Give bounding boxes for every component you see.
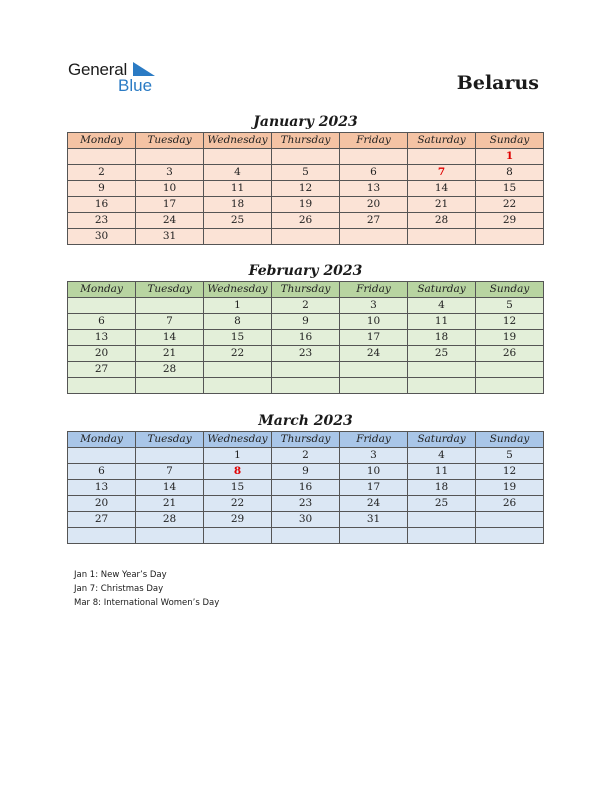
holiday-note: Jan 1: New Year’s Day (74, 570, 167, 580)
day-cell: 25 (408, 496, 476, 512)
week-row (68, 464, 544, 480)
week-row (68, 229, 544, 245)
empty-day-cell (204, 362, 272, 378)
day-cell: 18 (408, 480, 476, 496)
weekday-header: Friday (340, 133, 408, 149)
day-cell: 17 (340, 480, 408, 496)
day-cell: 9 (68, 181, 136, 197)
empty-day-cell (136, 378, 204, 394)
day-cell: 6 (340, 165, 408, 181)
day-cell: 2 (272, 448, 340, 464)
week-row (68, 346, 544, 362)
day-cell: 13 (68, 330, 136, 346)
day-cell: 11 (408, 464, 476, 480)
day-cell: 19 (476, 330, 544, 346)
empty-day-cell (340, 528, 408, 544)
day-cell: 29 (204, 512, 272, 528)
weekday-header: Tuesday (136, 432, 204, 448)
logo-word-general: General (68, 60, 128, 79)
day-cell: 22 (204, 496, 272, 512)
day-cell: 12 (476, 314, 544, 330)
day-cell: 31 (136, 229, 204, 245)
day-cell: 10 (136, 181, 204, 197)
day-cell: 4 (408, 298, 476, 314)
day-cell: 14 (136, 330, 204, 346)
day-cell: 18 (408, 330, 476, 346)
week-row (68, 330, 544, 346)
day-cell: 11 (204, 181, 272, 197)
day-cell: 6 (68, 314, 136, 330)
day-cell: 9 (272, 314, 340, 330)
day-cell: 22 (204, 346, 272, 362)
empty-day-cell (68, 528, 136, 544)
weekday-header: Wednesday (204, 282, 272, 298)
empty-day-cell (136, 528, 204, 544)
week-row (68, 165, 544, 181)
week-row (68, 512, 544, 528)
week-row (68, 197, 544, 213)
empty-day-cell (476, 512, 544, 528)
day-cell: 8 (476, 165, 544, 181)
day-cell: 12 (272, 181, 340, 197)
empty-day-cell (272, 149, 340, 165)
day-cell: 5 (272, 165, 340, 181)
day-cell: 20 (68, 496, 136, 512)
day-cell: 11 (408, 314, 476, 330)
day-cell: 16 (272, 330, 340, 346)
empty-day-cell (204, 229, 272, 245)
day-cell: 24 (340, 496, 408, 512)
logo (68, 60, 153, 95)
empty-day-cell (136, 448, 204, 464)
day-cell: 15 (476, 181, 544, 197)
day-cell: 15 (204, 330, 272, 346)
empty-day-cell (476, 229, 544, 245)
day-cell: 17 (340, 330, 408, 346)
empty-day-cell (476, 378, 544, 394)
weekday-header: Sunday (476, 282, 544, 298)
week-row (68, 149, 544, 165)
empty-day-cell (340, 378, 408, 394)
day-cell: 13 (340, 181, 408, 197)
weekday-header: Thursday (272, 133, 340, 149)
day-cell: 3 (340, 448, 408, 464)
day-cell: 28 (408, 213, 476, 229)
empty-day-cell (408, 528, 476, 544)
day-cell: 7 (136, 464, 204, 480)
month-title: March 2023 (258, 413, 353, 429)
day-cell: 10 (340, 314, 408, 330)
week-row (68, 362, 544, 378)
empty-day-cell (204, 149, 272, 165)
week-row (68, 181, 544, 197)
day-cell: 16 (68, 197, 136, 213)
day-cell: 26 (272, 213, 340, 229)
empty-day-cell (340, 362, 408, 378)
empty-day-cell (204, 378, 272, 394)
day-cell: 24 (340, 346, 408, 362)
month-title: February 2023 (248, 263, 363, 279)
day-cell: 23 (272, 346, 340, 362)
day-cell: 17 (136, 197, 204, 213)
month-grid (67, 281, 544, 394)
week-row (68, 448, 544, 464)
day-cell: 6 (68, 464, 136, 480)
day-cell: 29 (476, 213, 544, 229)
day-cell: 31 (340, 512, 408, 528)
day-cell: 9 (272, 464, 340, 480)
day-cell: 3 (340, 298, 408, 314)
day-cell: 15 (204, 480, 272, 496)
weekday-header: Saturday (408, 133, 476, 149)
day-cell: 20 (68, 346, 136, 362)
day-cell: 27 (68, 362, 136, 378)
weekday-header: Monday (68, 282, 136, 298)
day-cell: 14 (408, 181, 476, 197)
day-cell: 14 (136, 480, 204, 496)
day-cell: 26 (476, 346, 544, 362)
weekday-header: Thursday (272, 282, 340, 298)
month-grid (67, 431, 544, 544)
empty-day-cell (476, 362, 544, 378)
day-cell: 21 (408, 197, 476, 213)
day-cell: 28 (136, 512, 204, 528)
empty-day-cell (68, 378, 136, 394)
holiday-note: Mar 8: International Women’s Day (74, 598, 220, 608)
logo-word-blue: Blue (118, 76, 153, 95)
month-title: January 2023 (253, 114, 358, 130)
empty-day-cell (136, 149, 204, 165)
empty-day-cell (136, 298, 204, 314)
empty-day-cell (68, 448, 136, 464)
day-cell: 4 (204, 165, 272, 181)
weekday-header: Tuesday (136, 133, 204, 149)
week-row (68, 378, 544, 394)
day-cell: 21 (136, 346, 204, 362)
week-row (68, 314, 544, 330)
weekday-header: Friday (340, 282, 408, 298)
weekday-header: Sunday (476, 133, 544, 149)
day-cell: 19 (476, 480, 544, 496)
weekday-header: Monday (68, 432, 136, 448)
day-cell: 30 (68, 229, 136, 245)
empty-day-cell (340, 149, 408, 165)
month-calendar-january (67, 112, 544, 245)
day-cell: 25 (204, 213, 272, 229)
week-row (68, 496, 544, 512)
day-cell: 7 (136, 314, 204, 330)
month-grid (67, 132, 544, 245)
day-cell: 18 (204, 197, 272, 213)
holiday-day-cell: 1 (476, 149, 544, 165)
weekday-header: Monday (68, 133, 136, 149)
day-cell: 10 (340, 464, 408, 480)
day-cell: 20 (340, 197, 408, 213)
day-cell: 24 (136, 213, 204, 229)
day-cell: 23 (272, 496, 340, 512)
day-cell: 27 (340, 213, 408, 229)
empty-day-cell (68, 149, 136, 165)
week-row (68, 528, 544, 544)
holiday-notes (74, 568, 219, 610)
day-cell: 22 (476, 197, 544, 213)
weekday-header: Wednesday (204, 133, 272, 149)
day-cell: 25 (408, 346, 476, 362)
day-cell: 13 (68, 480, 136, 496)
day-cell: 1 (204, 298, 272, 314)
month-calendar-march (67, 411, 544, 544)
empty-day-cell (408, 362, 476, 378)
day-cell: 30 (272, 512, 340, 528)
day-cell: 4 (408, 448, 476, 464)
day-cell: 2 (272, 298, 340, 314)
empty-day-cell (68, 298, 136, 314)
weekday-header: Tuesday (136, 282, 204, 298)
weekday-header: Friday (340, 432, 408, 448)
day-cell: 8 (204, 314, 272, 330)
empty-day-cell (340, 229, 408, 245)
weekday-header: Wednesday (204, 432, 272, 448)
empty-day-cell (272, 378, 340, 394)
month-calendar-february (67, 261, 544, 394)
day-cell: 2 (68, 165, 136, 181)
logo-triangle-icon (133, 62, 155, 76)
empty-day-cell (272, 229, 340, 245)
day-cell: 21 (136, 496, 204, 512)
holiday-note: Jan 7: Christmas Day (74, 584, 164, 594)
weekday-header: Sunday (476, 432, 544, 448)
week-row (68, 213, 544, 229)
weekday-header: Saturday (408, 282, 476, 298)
empty-day-cell (408, 378, 476, 394)
empty-day-cell (408, 512, 476, 528)
holiday-day-cell: 8 (204, 464, 272, 480)
holiday-day-cell: 7 (408, 165, 476, 181)
empty-day-cell (272, 362, 340, 378)
week-row (68, 298, 544, 314)
week-row (68, 480, 544, 496)
day-cell: 3 (136, 165, 204, 181)
empty-day-cell (408, 149, 476, 165)
day-cell: 1 (204, 448, 272, 464)
day-cell: 27 (68, 512, 136, 528)
day-cell: 5 (476, 298, 544, 314)
day-cell: 16 (272, 480, 340, 496)
empty-day-cell (408, 229, 476, 245)
day-cell: 26 (476, 496, 544, 512)
day-cell: 23 (68, 213, 136, 229)
weekday-header: Thursday (272, 432, 340, 448)
day-cell: 5 (476, 448, 544, 464)
day-cell: 12 (476, 464, 544, 480)
empty-day-cell (204, 528, 272, 544)
day-cell: 28 (136, 362, 204, 378)
day-cell: 19 (272, 197, 340, 213)
empty-day-cell (476, 528, 544, 544)
weekday-header: Saturday (408, 432, 476, 448)
country-title: Belarus (456, 72, 539, 94)
empty-day-cell (272, 528, 340, 544)
